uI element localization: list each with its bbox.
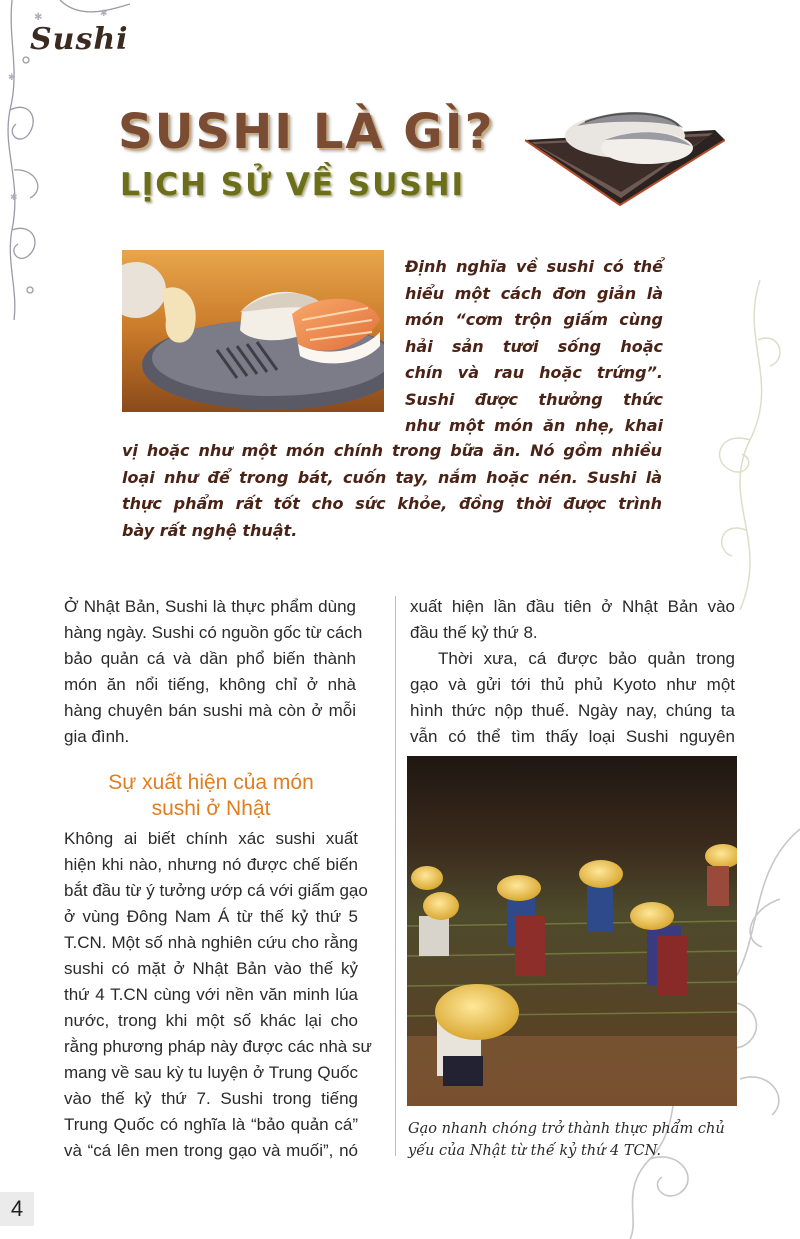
text-line: rằng phương pháp này được các nhà sư — [64, 1037, 372, 1056]
section-heading — [64, 770, 358, 822]
text-line: Thời xưa, cá được bảo quản trong — [438, 649, 735, 668]
svg-text:✱: ✱ — [10, 193, 18, 203]
sushi-photo — [122, 250, 384, 412]
text-line: hình thức nộp thuế. Ngày nay, chúng ta — [410, 701, 735, 720]
text-line: Ở Nhật Bản, Sushi là thực phẩm dùng — [64, 597, 356, 616]
text-line: T.CN. Một số nhà nghiên cứu cho rằng — [64, 933, 358, 952]
left-paragraph-1 — [64, 594, 363, 750]
intro-line: chín và rau hoặc trứng”. — [405, 363, 663, 382]
intro-line: thực phẩm rất tốt cho sức khỏe, đồng thời được trình — [122, 494, 662, 513]
text-line: ở vùng Đông Nam Á từ thế kỷ thứ 5 — [64, 907, 358, 926]
page-title: SUSHI LÀ GÌ? — [118, 104, 495, 160]
intro-text-full — [122, 438, 662, 544]
text-line: gia đình. — [64, 727, 130, 746]
text-line: món ăn nổi tiếng, không chỉ ở nhà — [64, 675, 356, 694]
text-line: xuất hiện lần đầu tiên ở Nhật Bản vào — [410, 597, 735, 616]
text-line: bảo quản cá và dần phổ biến thành — [64, 649, 356, 668]
svg-text:✱: ✱ — [8, 73, 16, 83]
text-line: bắt đầu từ ý tưởng ướp cá với giấm gạo — [64, 881, 368, 900]
text-line: hàng ngày. Sushi có nguồn gốc từ cách — [64, 623, 363, 642]
caption-line: yếu của Nhật từ thế kỷ thứ 4 TCN. — [408, 1143, 662, 1159]
text-line: nước, trong khi một số khác lại cho — [64, 1011, 358, 1030]
text-line: đầu thế kỷ thứ 8. — [410, 623, 538, 642]
text-line: Không ai biết chính xác sushi xuất — [64, 829, 358, 848]
right-paragraph — [410, 594, 735, 750]
sushi-tray-illustration — [525, 100, 725, 210]
text-line: Trung Quốc có nghĩa là “bảo quản cá” — [64, 1115, 358, 1134]
caption-line: Gạo nhanh chóng trở thành thực phẩm chủ — [408, 1121, 725, 1137]
page-subtitle: LỊCH SỬ VỀ SUSHI — [120, 167, 466, 203]
floral-ornament-right — [680, 280, 790, 610]
heading-line: sushi ở Nhật — [151, 797, 271, 820]
intro-line: như một món ăn nhẹ, khai — [405, 416, 663, 435]
section-tag: Sushi — [30, 22, 129, 57]
text-line: vào thế kỷ thứ 7. Sushi trong tiếng — [64, 1089, 358, 1108]
column-divider — [395, 596, 396, 1156]
svg-text:✱: ✱ — [34, 12, 43, 23]
text-line: mang về sau kỳ tu luyện ở Trung Quốc — [64, 1063, 358, 1082]
left-paragraph-2 — [64, 826, 372, 1164]
text-line: gạo và gửi tới thủ phủ Kyoto như một — [410, 675, 735, 694]
text-line: hàng chuyên bán sushi mà còn ở mỗi — [64, 701, 356, 720]
intro-line: vị hoặc như một món chính trong bữa ăn. Nó gồm nhiều — [122, 441, 662, 460]
intro-line: hải sản tươi sống hoặc — [405, 336, 663, 356]
photo-caption — [408, 1118, 738, 1162]
text-line: thứ 4 T.CN cùng với nền văn minh lúa — [64, 985, 358, 1004]
intro-line: loại như để trong bát, cuốn tay, nắm hoặc nén. Sushi là — [122, 467, 662, 487]
intro-line: Sushi được thưởng thức — [405, 389, 663, 409]
intro-line: món “cơm trộn giấm cùng — [405, 310, 663, 329]
intro-line: Định nghĩa về sushi có thể — [405, 257, 663, 276]
text-line: và “cá lên men trong gạo và muối”, nó — [64, 1141, 358, 1160]
svg-text:✱: ✱ — [100, 9, 108, 19]
text-line: sushi có mặt ở Nhật Bản vào thế kỷ — [64, 959, 358, 978]
heading-line: Sự xuất hiện của món — [108, 771, 314, 794]
intro-text-right — [405, 254, 663, 440]
page-number: 4 — [0, 1192, 34, 1226]
text-line: vẫn có thể tìm thấy loại Sushi nguyên — [410, 727, 735, 746]
rice-planting-photo — [407, 756, 737, 1106]
intro-line: hiểu một cách đơn giản là — [405, 283, 663, 303]
intro-line: bày rất nghệ thuật. — [122, 520, 298, 540]
text-line: hiện khi nào, nhưng nó được chế biến — [64, 855, 358, 874]
